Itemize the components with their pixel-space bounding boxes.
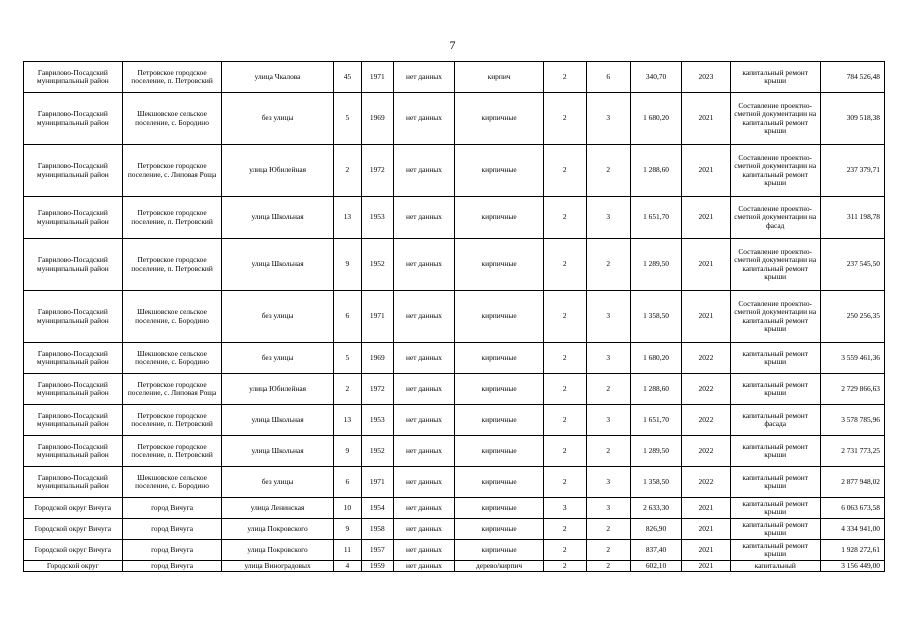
house-number-cell: 2 [333, 374, 361, 405]
entrances-cell: 3 [586, 498, 630, 519]
year-repair-cell: нет данных [393, 374, 455, 405]
settlement-cell: Шекшовское сельское поселение, с. Бородино [122, 93, 222, 145]
table-body [24, 62, 885, 572]
wall-material-cell: кирпичные [455, 145, 543, 197]
year-built-cell: 1952 [362, 239, 393, 291]
municipality-cell: Гаврилово-Посадский муниципальный район [24, 374, 123, 405]
table-row [24, 436, 885, 467]
table-row [24, 519, 885, 540]
work-type-cell: Составление проектно-сметной документации на капитальный ремонт крыши [730, 239, 820, 291]
entrances-cell: 3 [586, 405, 630, 436]
floors-cell: 2 [543, 145, 586, 197]
street-cell: без улицы [222, 467, 333, 498]
year-built-cell: 1972 [362, 374, 393, 405]
work-type-cell: капитальный ремонт крыши [730, 540, 820, 561]
work-type-cell: Составление проектно-сметной документации на капитальный ремонт крыши [730, 145, 820, 197]
work-type-cell: Составление проектно-сметной документации на капитальный ремонт крыши [730, 93, 820, 145]
street-cell: без улицы [222, 343, 333, 374]
floors-cell: 2 [543, 519, 586, 540]
cost-cell: 6 063 673,58 [820, 498, 884, 519]
settlement-cell: Петровское городское поселение, с. Липовая Роща [122, 145, 222, 197]
floors-cell: 2 [543, 239, 586, 291]
year-built-cell: 1971 [362, 62, 393, 93]
municipality-cell: Гаврилово-Посадский муниципальный район [24, 145, 123, 197]
floors-cell: 2 [543, 405, 586, 436]
settlement-cell: Петровское городское поселение, п. Петровский [122, 239, 222, 291]
street-cell: без улицы [222, 93, 333, 145]
area-cell: 1 358,50 [630, 291, 681, 343]
entrances-cell: 2 [586, 374, 630, 405]
year-repair-cell: нет данных [393, 561, 455, 572]
area-cell: 340,70 [630, 62, 681, 93]
settlement-cell: Петровское городское поселение, п. Петровский [122, 405, 222, 436]
wall-material-cell: кирпичные [455, 498, 543, 519]
municipality-cell: Городской округ Вичуга [24, 498, 123, 519]
work-type-cell: капитальный ремонт крыши [730, 343, 820, 374]
floors-cell: 2 [543, 62, 586, 93]
year-repair-cell: нет данных [393, 467, 455, 498]
street-cell: улица Школьная [222, 239, 333, 291]
settlement-cell: город Вичуга [122, 561, 222, 572]
plan-year-cell: 2021 [682, 197, 730, 239]
work-type-cell: капитальный ремонт крыши [730, 519, 820, 540]
plan-year-cell: 2023 [682, 62, 730, 93]
settlement-cell: Шекшовское сельское поселение, с. Бородино [122, 291, 222, 343]
area-cell: 1 651,70 [630, 405, 681, 436]
wall-material-cell: кирпичные [455, 291, 543, 343]
year-repair-cell: нет данных [393, 498, 455, 519]
year-built-cell: 1969 [362, 343, 393, 374]
street-cell: улица Чкалова [222, 62, 333, 93]
municipality-cell: Городской округ Вичуга [24, 519, 123, 540]
floors-cell: 2 [543, 291, 586, 343]
house-number-cell: 11 [333, 540, 361, 561]
year-repair-cell: нет данных [393, 540, 455, 561]
house-number-cell: 10 [333, 498, 361, 519]
house-number-cell: 45 [333, 62, 361, 93]
year-repair-cell: нет данных [393, 93, 455, 145]
year-built-cell: 1969 [362, 93, 393, 145]
plan-year-cell: 2022 [682, 436, 730, 467]
wall-material-cell: кирпичные [455, 519, 543, 540]
entrances-cell: 2 [586, 519, 630, 540]
area-cell: 826,90 [630, 519, 681, 540]
municipality-cell: Гаврилово-Посадский муниципальный район [24, 405, 123, 436]
entrances-cell: 6 [586, 62, 630, 93]
street-cell: улица Школьная [222, 197, 333, 239]
wall-material-cell: кирпичные [455, 239, 543, 291]
floors-cell: 2 [543, 93, 586, 145]
work-type-cell: капитальный ремонт крыши [730, 374, 820, 405]
wall-material-cell: кирпичные [455, 540, 543, 561]
entrances-cell: 2 [586, 145, 630, 197]
table-row [24, 145, 885, 197]
plan-year-cell: 2021 [682, 239, 730, 291]
floors-cell: 2 [543, 467, 586, 498]
table-row [24, 62, 885, 93]
house-number-cell: 2 [333, 145, 361, 197]
municipality-cell: Гаврилово-Посадский муниципальный район [24, 343, 123, 374]
house-number-cell: 6 [333, 467, 361, 498]
settlement-cell: город Вичуга [122, 498, 222, 519]
municipality-cell: Гаврилово-Посадский муниципальный район [24, 197, 123, 239]
settlement-cell: Шекшовское сельское поселение, с. Бородино [122, 467, 222, 498]
municipality-cell: Гаврилово-Посадский муниципальный район [24, 93, 123, 145]
table-row [24, 498, 885, 519]
house-number-cell: 6 [333, 291, 361, 343]
wall-material-cell: дерево/кирпич [455, 561, 543, 572]
cost-cell: 3 156 449,00 [820, 561, 884, 572]
street-cell: улица Виноградовых [222, 561, 333, 572]
area-cell: 1 288,60 [630, 145, 681, 197]
entrances-cell: 3 [586, 343, 630, 374]
year-built-cell: 1971 [362, 467, 393, 498]
entrances-cell: 3 [586, 93, 630, 145]
wall-material-cell: кирпичные [455, 343, 543, 374]
table-row [24, 561, 885, 572]
plan-year-cell: 2022 [682, 374, 730, 405]
floors-cell: 3 [543, 498, 586, 519]
year-built-cell: 1954 [362, 498, 393, 519]
municipality-cell: Гаврилово-Посадский муниципальный район [24, 239, 123, 291]
area-cell: 1 680,20 [630, 343, 681, 374]
year-repair-cell: нет данных [393, 343, 455, 374]
plan-year-cell: 2021 [682, 498, 730, 519]
street-cell: улица Покровского [222, 540, 333, 561]
settlement-cell: Петровское городское поселение, п. Петровский [122, 197, 222, 239]
floors-cell: 2 [543, 374, 586, 405]
floors-cell: 2 [543, 540, 586, 561]
year-built-cell: 1958 [362, 519, 393, 540]
plan-year-cell: 2022 [682, 405, 730, 436]
wall-material-cell: кирпичные [455, 93, 543, 145]
year-built-cell: 1953 [362, 197, 393, 239]
plan-year-cell: 2021 [682, 561, 730, 572]
year-repair-cell: нет данных [393, 197, 455, 239]
year-repair-cell: нет данных [393, 145, 455, 197]
plan-year-cell: 2021 [682, 93, 730, 145]
work-type-cell: капитальный ремонт крыши [730, 467, 820, 498]
municipality-cell: Городской округ Вичуга [24, 540, 123, 561]
year-repair-cell: нет данных [393, 519, 455, 540]
cost-cell: 237 379,71 [820, 145, 884, 197]
cost-cell: 250 256,35 [820, 291, 884, 343]
cost-cell: 311 198,78 [820, 197, 884, 239]
house-number-cell: 9 [333, 436, 361, 467]
settlement-cell: город Вичуга [122, 519, 222, 540]
table-row [24, 343, 885, 374]
cost-cell: 4 334 941,00 [820, 519, 884, 540]
area-cell: 1 651,70 [630, 197, 681, 239]
settlement-cell: Шекшовское сельское поселение, с. Бородино [122, 343, 222, 374]
wall-material-cell: кирпичные [455, 436, 543, 467]
table-row [24, 197, 885, 239]
table-row [24, 467, 885, 498]
cost-cell: 1 928 272,61 [820, 540, 884, 561]
street-cell: улица Юбилейная [222, 145, 333, 197]
house-number-cell: 4 [333, 561, 361, 572]
street-cell: улица Ленинская [222, 498, 333, 519]
entrances-cell: 3 [586, 467, 630, 498]
entrances-cell: 2 [586, 540, 630, 561]
year-built-cell: 1971 [362, 291, 393, 343]
street-cell: улица Школьная [222, 436, 333, 467]
settlement-cell: Петровское городское поселение, с. Липовая Роща [122, 374, 222, 405]
plan-year-cell: 2021 [682, 145, 730, 197]
cost-cell: 784 526,48 [820, 62, 884, 93]
plan-year-cell: 2021 [682, 291, 730, 343]
entrances-cell: 2 [586, 436, 630, 467]
cost-cell: 2 731 773,25 [820, 436, 884, 467]
street-cell: улица Юбилейная [222, 374, 333, 405]
wall-material-cell: кирпичные [455, 467, 543, 498]
year-built-cell: 1959 [362, 561, 393, 572]
wall-material-cell: кирпич [455, 62, 543, 93]
year-built-cell: 1972 [362, 145, 393, 197]
page-number: 7 [449, 38, 456, 52]
table-row [24, 93, 885, 145]
municipality-cell: Городской округ [24, 561, 123, 572]
wall-material-cell: кирпичные [455, 405, 543, 436]
table-row [24, 374, 885, 405]
street-cell: улица Школьная [222, 405, 333, 436]
plan-year-cell: 2022 [682, 343, 730, 374]
house-number-cell: 13 [333, 197, 361, 239]
cost-cell: 3 578 785,96 [820, 405, 884, 436]
work-type-cell: Составление проектно-сметной документации на фасад [730, 197, 820, 239]
house-number-cell: 9 [333, 239, 361, 291]
wall-material-cell: кирпичные [455, 374, 543, 405]
area-cell: 1 288,60 [630, 374, 681, 405]
year-built-cell: 1957 [362, 540, 393, 561]
cost-cell: 237 545,50 [820, 239, 884, 291]
cost-cell: 3 559 461,36 [820, 343, 884, 374]
floors-cell: 2 [543, 561, 586, 572]
year-repair-cell: нет данных [393, 62, 455, 93]
area-cell: 1 289,50 [630, 239, 681, 291]
work-type-cell: капитальный ремонт крыши [730, 498, 820, 519]
area-cell: 602,10 [630, 561, 681, 572]
work-type-cell: капитальный ремонт крыши [730, 436, 820, 467]
area-cell: 1 358,50 [630, 467, 681, 498]
entrances-cell: 2 [586, 239, 630, 291]
floors-cell: 2 [543, 343, 586, 374]
house-number-cell: 5 [333, 93, 361, 145]
settlement-cell: город Вичуга [122, 540, 222, 561]
entrances-cell: 3 [586, 197, 630, 239]
house-number-cell: 13 [333, 405, 361, 436]
house-number-cell: 5 [333, 343, 361, 374]
plan-year-cell: 2021 [682, 540, 730, 561]
table-row [24, 405, 885, 436]
entrances-cell: 2 [586, 561, 630, 572]
settlement-cell: Петровское городское поселение, п. Петровский [122, 436, 222, 467]
street-cell: без улицы [222, 291, 333, 343]
cost-cell: 2 729 866,63 [820, 374, 884, 405]
year-built-cell: 1953 [362, 405, 393, 436]
municipality-cell: Гаврилово-Посадский муниципальный район [24, 291, 123, 343]
work-type-cell: капитальный ремонт фасада [730, 405, 820, 436]
work-type-cell: Составление проектно-сметной документации на капитальный ремонт крыши [730, 291, 820, 343]
floors-cell: 2 [543, 197, 586, 239]
area-cell: 837,40 [630, 540, 681, 561]
work-type-cell: капитальный ремонт крыши [730, 62, 820, 93]
street-cell: улица Покровского [222, 519, 333, 540]
plan-year-cell: 2022 [682, 467, 730, 498]
wall-material-cell: кирпичные [455, 197, 543, 239]
entrances-cell: 3 [586, 291, 630, 343]
housing-repair-table [23, 61, 885, 572]
table-row [24, 540, 885, 561]
plan-year-cell: 2021 [682, 519, 730, 540]
work-type-cell: капитальный [730, 561, 820, 572]
year-repair-cell: нет данных [393, 239, 455, 291]
municipality-cell: Гаврилово-Посадский муниципальный район [24, 467, 123, 498]
cost-cell: 309 518,38 [820, 93, 884, 145]
year-repair-cell: нет данных [393, 291, 455, 343]
floors-cell: 2 [543, 436, 586, 467]
settlement-cell: Петровское городское поселение, п. Петровский [122, 62, 222, 93]
year-repair-cell: нет данных [393, 405, 455, 436]
table-row [24, 291, 885, 343]
municipality-cell: Гаврилово-Посадский муниципальный район [24, 436, 123, 467]
year-built-cell: 1952 [362, 436, 393, 467]
cost-cell: 2 877 948,02 [820, 467, 884, 498]
house-number-cell: 9 [333, 519, 361, 540]
table-row [24, 239, 885, 291]
area-cell: 1 680,20 [630, 93, 681, 145]
area-cell: 1 289,50 [630, 436, 681, 467]
area-cell: 2 633,30 [630, 498, 681, 519]
municipality-cell: Гаврилово-Посадский муниципальный район [24, 62, 123, 93]
year-repair-cell: нет данных [393, 436, 455, 467]
